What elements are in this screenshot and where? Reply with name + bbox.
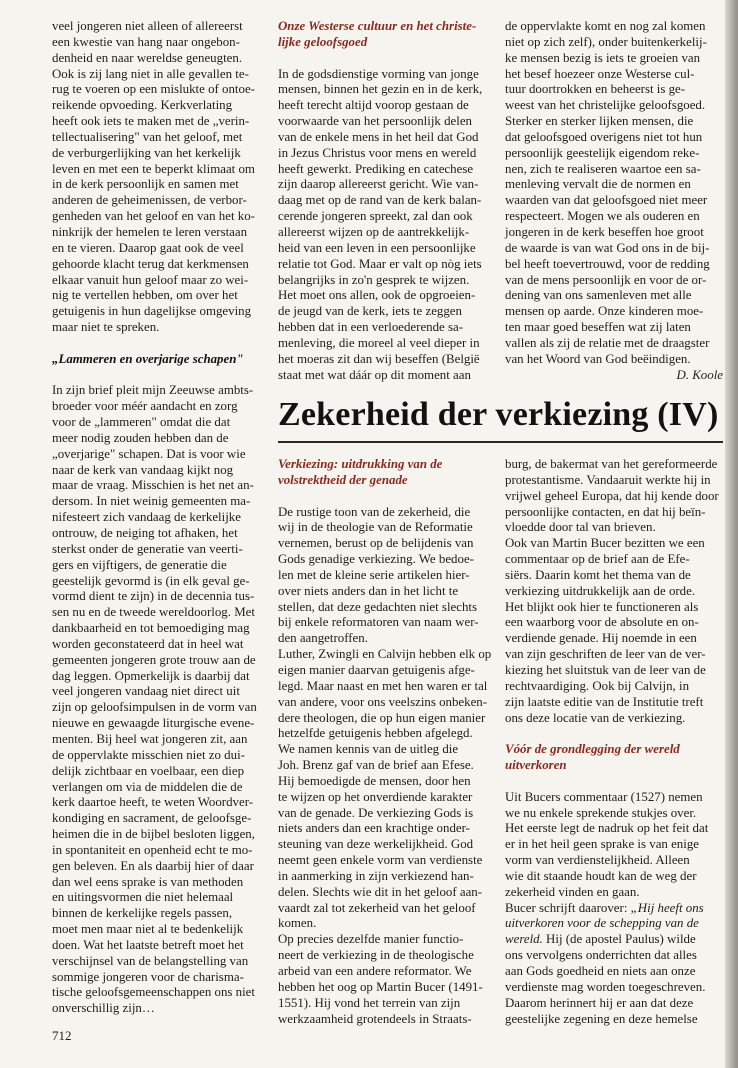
text-line: sterkst onder de generatie van veerti-	[52, 541, 243, 556]
text-line: dankbaarheid en tot bemoediging mag	[52, 621, 250, 636]
text-line: dag leggen. Opmerkelijk is daarbij dat	[52, 668, 250, 683]
text-line: en te vieren. Daarop gaat ook de veel	[52, 240, 244, 255]
text-line: in de kerk persoonlijk en samen met	[52, 177, 239, 192]
text-line: Het blijkt ook hier te functioneren als	[505, 599, 699, 614]
column-3-top	[505, 19, 723, 383]
text-line: meer nodig zouden hebben dan de	[52, 430, 229, 445]
text-line: sen nu en de tweede wereldoorlog. Met	[52, 605, 255, 620]
text-line: veel jongeren niet alleen of allereerst	[52, 19, 243, 33]
text-line: verdiende genade. Hij noemde in een	[505, 631, 697, 646]
text-line: niet op zich zelf), onder buitenkerkelij-	[505, 34, 707, 49]
text-line: neert de verkiezing in de theologische	[278, 948, 474, 963]
text-line: voorwaarde van het persoonlijk delen	[278, 114, 473, 129]
column-2-top-text	[278, 67, 494, 384]
text-line: Luther, Zwingli en Calvijn hebben elk op	[278, 647, 492, 662]
text-line: allereerst wijzen op de aantrekkelijk-	[278, 224, 470, 239]
text-line: broeder voor méér aandacht en zorg	[52, 399, 238, 414]
text-line: kondiging en sacrament, de geloofsge-	[52, 811, 252, 826]
text-line: van de genade. De verkiezing Gods is	[278, 805, 474, 820]
text-line: ninkrijk der hemelen te leren verstaan	[52, 224, 248, 239]
text-line: vallen als zij de relatie met de draagster	[505, 335, 710, 350]
text-line: van de enkele mens in het heil dat God	[278, 129, 479, 144]
text-line: doen. Wat het laatste betreft moet het	[52, 937, 244, 952]
text-line: nifesteert zich vandaag de kerkelijke	[52, 510, 241, 525]
text-line: dere theologen, die op hun eigen manier	[278, 710, 486, 725]
text-line: gemeenten jongeren grote trouw aan de	[52, 652, 256, 667]
article-2-column-2	[278, 457, 494, 1027]
text-line: van andere, voor ons veelszins onbeken-	[278, 694, 488, 709]
text-line: heeft ook iets te maken met de „verin-	[52, 114, 250, 129]
text-line: „overjarige" schapen. Dat is voor wie	[52, 446, 246, 461]
text-line: menten. Bij heel wat jongeren zit, aan	[52, 731, 248, 746]
text-line: wij in de theologie van de Reformatie	[278, 520, 473, 535]
article-2-column-3-text-middle	[505, 790, 723, 901]
text-line: vrijwel geheel Europa, dat hij kende door	[505, 488, 719, 503]
text-line: een waarborg voor de absolute en on-	[505, 615, 699, 630]
text-line: staat met wat dáár op dit moment aan	[278, 367, 471, 382]
text-line: dat geloofsgoed overigens niet tot hun	[505, 129, 703, 144]
text-line: nen, zich te realiseren waartoe een sa-	[505, 161, 701, 176]
text-line: hebben het oog op Martin Bucer (1491-	[278, 979, 483, 994]
text-line: rug te voeren op een mislukte of ontoe-	[52, 82, 255, 97]
text-line: Uit Bucers commentaar (1527) nemen	[505, 789, 703, 804]
text-line: siërs. Daarin komt het thema van de	[505, 567, 691, 582]
text-line: het moeras zit dan wij beseffen (België	[278, 351, 480, 366]
text-line: in spontaniteit en openheid echt te mo-	[52, 842, 253, 857]
text-line: moet men maar niet al te bedenkelijk	[52, 922, 244, 937]
text-line: er in het heil geen sprake is van enige	[505, 837, 700, 852]
text-line: jongeren in de kerk beseffen hoe groot	[505, 224, 704, 239]
text-line: ke mensen bezig is iets te groeien van	[505, 50, 701, 65]
text-line: cerende jongeren spreekt, zal dan ook	[278, 209, 473, 224]
text-line: vorm van verdienstelijkheid. Alleen	[505, 853, 690, 868]
text-line: Joh. Brenz gaf van de brief aan Efese.	[278, 758, 474, 773]
text-line: de verburgerlijking van het kerkelijk	[52, 145, 241, 160]
text-line: werkzaamheid grotendeels in Straats-	[278, 1011, 472, 1026]
text-line: vloedde door tal van brieven.	[505, 520, 656, 535]
text-line: waarden van dat geloofsgoed niet meer	[505, 193, 708, 208]
text-line: en uitingsvormen die niet helemaal	[52, 890, 234, 905]
text-line: burg, de bakermat van het gereformeerde	[505, 457, 718, 471]
text-line: maar de vraag. Misschien is het net an-	[52, 478, 254, 493]
column-3-top-text	[505, 19, 723, 368]
text-line: menleving, die moreel al veel dieper in	[278, 335, 480, 350]
text-line: ons deze locatie van de verkiezing.	[505, 710, 686, 725]
text-line: anderen de geheimenissen, de verbor-	[52, 193, 247, 208]
text-line: in Jezus Christus voor mens en wereld	[278, 145, 477, 160]
column-1-text-bottom	[52, 383, 264, 1017]
text-line: In de godsdienstige vorming van jonge	[278, 66, 479, 81]
text-line: gers en vijftigers, de generatie die	[52, 557, 227, 572]
text-line: de jeugd van de kerk, iets te zeggen	[278, 304, 462, 319]
text-line: zekerheid vinden en gaan.	[505, 884, 640, 899]
column-1-text-top	[52, 19, 264, 336]
text-line: menleving vervalt die de normen en	[505, 177, 691, 192]
text-line: denheid en naar wereldse geneugten.	[52, 50, 243, 65]
column-1	[52, 19, 264, 1017]
text-line: heid van een leven in een persoonlijke	[278, 240, 476, 255]
text-line: leven en met een te beperkt klimaat om	[52, 161, 255, 176]
section-heading-lammeren: „Lammeren en overjarige schapen"	[52, 351, 244, 366]
text-line: komen.	[278, 916, 317, 931]
text-line: 1551). Hij vond het terrein van zijn	[278, 995, 461, 1010]
text-line: Hij bemoedigde de mensen, door hen	[278, 773, 471, 788]
text-line: verdienste mag worden toegeschreven.	[505, 979, 706, 994]
text-line: geestelijke zegening en deze hemelse	[505, 1011, 698, 1026]
text-line: relatie tot God. Maar er valt op nòg iets	[278, 256, 482, 271]
text-line: zijn daarop allereerst gericht. Wie van-	[278, 177, 479, 192]
text-line: mensen, binnen het gezin en in de kerk,	[278, 82, 483, 97]
text-line: mensen op aarde. Onze kinderen moe-	[505, 304, 704, 319]
text-line: commentaar op de brief aan de Efe-	[505, 552, 690, 567]
text-line: Ook van Martin Bucer bezitten we een	[505, 536, 705, 551]
text-line: de oppervlakte misschien niet zo dui-	[52, 747, 245, 762]
text-line: tellectualisering" van het geloof, met	[52, 129, 243, 144]
text-line: van zijn geschriften de leer van de ver-	[505, 647, 706, 662]
text-line: in aanmerking in zijn verkiezend han-	[278, 868, 474, 883]
text-line: stellen, dat deze gedachten niet slechts	[278, 599, 478, 614]
text-line: kiezing het sluitstuk van de leer van de	[505, 662, 706, 677]
article-2-column-2-text	[278, 505, 494, 1028]
text-line: We namen kennis van de uitleg die	[278, 742, 459, 757]
bucer-quote: Bucer schrijft daarover: „Hij heeft ons uitverkoren voor de schepping van de wereld. Hij (de apostel Paulus) wilde	[505, 900, 704, 947]
text-line: len met de kleine serie artikelen hier-	[278, 567, 470, 582]
text-line: naar de kerk van vandaag kijkt nog	[52, 462, 234, 477]
text-line: belangrijks in zo'n gesprek te wijzen.	[278, 272, 470, 287]
text-line: Het eerste legt de nadruk op het feit dat	[505, 821, 709, 836]
text-line: genheden van het geloof en van het ko-	[52, 209, 255, 224]
text-line: verschijnsel van de belangstelling van	[52, 953, 249, 968]
section-heading-verkiezing: Verkiezing: uitdrukking van de volstrektheid der genade	[278, 457, 443, 487]
page-edge-shadow	[725, 0, 738, 1068]
text-line: ten maar goed beseffen wat zij laten	[505, 320, 691, 335]
text-line: getuigenis in hun dagelijkse omgeving	[52, 304, 252, 319]
text-line: daag met op de rand van de kerk balan-	[278, 193, 482, 208]
text-line: ons vervolgens onderrichten dat alles	[505, 948, 697, 963]
text-line: zijn op geloofsimpulsen in de vorm van	[52, 700, 257, 715]
text-line: Sterker en sterker lijken mensen, die	[505, 114, 694, 129]
text-line: wie dit staande houdt kan de weg der	[505, 868, 697, 883]
text-line: te wijzen op het onverdiende karakter	[278, 789, 473, 804]
text-line: reikende opvoeding. Kerkverlating	[52, 98, 233, 113]
text-line: Op precies dezelfde manier functio-	[278, 932, 464, 947]
text-line: van de mens persoonlijk en voor de or-	[505, 272, 707, 287]
text-line: legd. Maar naast en met hen waren er tal	[278, 678, 488, 693]
text-line: geestelijk gevormd is (in elk geval ge-	[52, 573, 250, 588]
text-line: nig te vertellen hebben, om over het	[52, 288, 238, 303]
text-line: arbeid van een andere reformator. We	[278, 964, 472, 978]
text-line: de waarde is van wat God ons in de bij-	[505, 240, 710, 255]
text-line: persoonlijke contacten, en dat hij beïn-	[505, 504, 706, 519]
text-line: delijk zichtbaar en voelbaar, een diep	[52, 763, 245, 778]
text-line: van het Woord van God beëindigen.	[505, 351, 691, 366]
text-line: steuning van deze werkelijkheid. God	[278, 837, 474, 852]
text-line: bij enkele reformatoren van naam wer-	[278, 615, 479, 630]
author-signature: D. Koole	[676, 367, 723, 382]
page-number: 712	[52, 1028, 72, 1043]
text-line: maar niet te spreken.	[52, 320, 160, 335]
text-line: nieuwe en gewaagde liturgische evene-	[52, 716, 255, 731]
text-line: we nu enkele sprekende stukjes over.	[505, 805, 697, 820]
text-line: zijn laatste editie van de Institutie treft	[505, 694, 704, 709]
article-2-column-3	[505, 457, 723, 1027]
text-line: Daarom herinnert hij er aan dat deze	[505, 995, 694, 1010]
text-line: bel heeft toevertrouwd, voor de redding	[505, 256, 710, 271]
article-2-column-3-text-bottom	[505, 948, 723, 1027]
text-line: protestantisme. Vandaaruit werkte hij in	[505, 472, 711, 487]
text-line: tuur doortrokken en beheerst is ge-	[505, 82, 686, 97]
text-line: het besef hoezeer onze Westerse cul-	[505, 66, 695, 81]
text-line: elkaar vanuit hun geloof maar zo wei-	[52, 272, 249, 287]
text-line: aan Gods goedheid en niets aan onze	[505, 964, 696, 978]
text-line: gehoorde klacht terug dat kerkmensen	[52, 256, 249, 271]
text-line: een kwestie van hang naar ongebon-	[52, 34, 240, 49]
text-line: neemt geen enkele vorm van verdienste	[278, 853, 483, 868]
text-line: dersom. In niet weinig gemeenten ma-	[52, 494, 251, 509]
text-line: vormd dient te zijn) in de decennia tus-	[52, 589, 255, 604]
text-line: hetzelfde getuigenis hebben afgelegd.	[278, 726, 473, 741]
text-line: heeft terecht altijd voorop gestaan de	[278, 98, 469, 113]
text-line: delen. Slechts wie dit in het geloof aan-	[278, 884, 483, 899]
text-line: heeft gewerkt. Prediking en catechese	[278, 161, 474, 176]
text-line: dan wel eens sprake is van methoden	[52, 874, 244, 889]
text-line: Gods genadige verkiezing. We bedoe-	[278, 552, 474, 567]
text-line: veel jongeren vandaag niet direct uit	[52, 684, 240, 699]
text-line: over niets anders dan in het licht te	[278, 583, 459, 598]
text-line: tische geloofsgemeenschappen ons niet	[52, 985, 255, 1000]
text-line: niets anders dan een krachtige onder-	[278, 821, 470, 836]
text-line: gen beleven. En als daarbij hier of daar	[52, 858, 254, 873]
text-line: verlangen om via de middelen die de	[52, 779, 243, 794]
section-heading-westerse-cultuur: Onze Westerse cultuur en het christe- lijke geloofsgoed	[278, 19, 477, 49]
text-line: binnen de kerkelijke regels passen,	[52, 906, 233, 921]
text-line: vernemen, berust op de belijdenis van	[278, 536, 474, 551]
text-line: ontrouw, de neiging tot afhaken, het	[52, 526, 238, 540]
title-rule	[278, 441, 723, 443]
text-line: persoonlijk geestelijk eigendom reke-	[505, 145, 700, 160]
text-line: verkiezing uitdrukkelijk aan de orde.	[505, 583, 696, 598]
text-line: den aangetroffen.	[278, 631, 368, 646]
text-line: sommige jongeren voor de charisma-	[52, 969, 244, 984]
text-line: worden geconstateerd dat in heel wat	[52, 636, 244, 651]
section-heading-grondlegging: Vóór de grondlegging der wereld uitverkoren	[505, 742, 680, 773]
article-title: Zekerheid der verkiezing (IV)	[278, 396, 719, 433]
text-line: vaardt zal tot zekerheid van het geloof	[278, 900, 476, 915]
text-line: Ook is zij lang niet in alle gevallen te-	[52, 66, 249, 81]
text-line: de oppervlakte komt en nog zal komen	[505, 19, 706, 33]
text-line: dening van ons samenleven met alle	[505, 288, 692, 303]
text-line: hebben dat in een verloederende sa-	[278, 320, 464, 335]
text-line: Het moet ons allen, ook de opgroeien-	[278, 288, 476, 303]
text-line: respecteert. Mogen we als ouderen en	[505, 209, 700, 224]
article-2-column-3-text-top	[505, 457, 723, 726]
text-line: rechtvaardiging. Ook bij Calvijn, in	[505, 678, 690, 693]
text-line: De rustige toon van de zekerheid, die	[278, 504, 471, 519]
text-line: weest van het christelijke geloofsgoed.	[505, 98, 706, 113]
text-line: In zijn brief pleit mijn Zeeuwse ambts-	[52, 383, 254, 398]
text-line: kerk daartoe heeft, te weten Woordver-	[52, 795, 254, 810]
text-line: voor de „lammeren" omdat die dat	[52, 415, 231, 430]
text-line: eigen manier daarvan getuigenis afge-	[278, 662, 475, 677]
text-line: heimen die in de bijbel besloten liggen,	[52, 827, 255, 842]
text-line: onverschillig zijn…	[52, 1001, 155, 1016]
column-2-top	[278, 19, 494, 383]
